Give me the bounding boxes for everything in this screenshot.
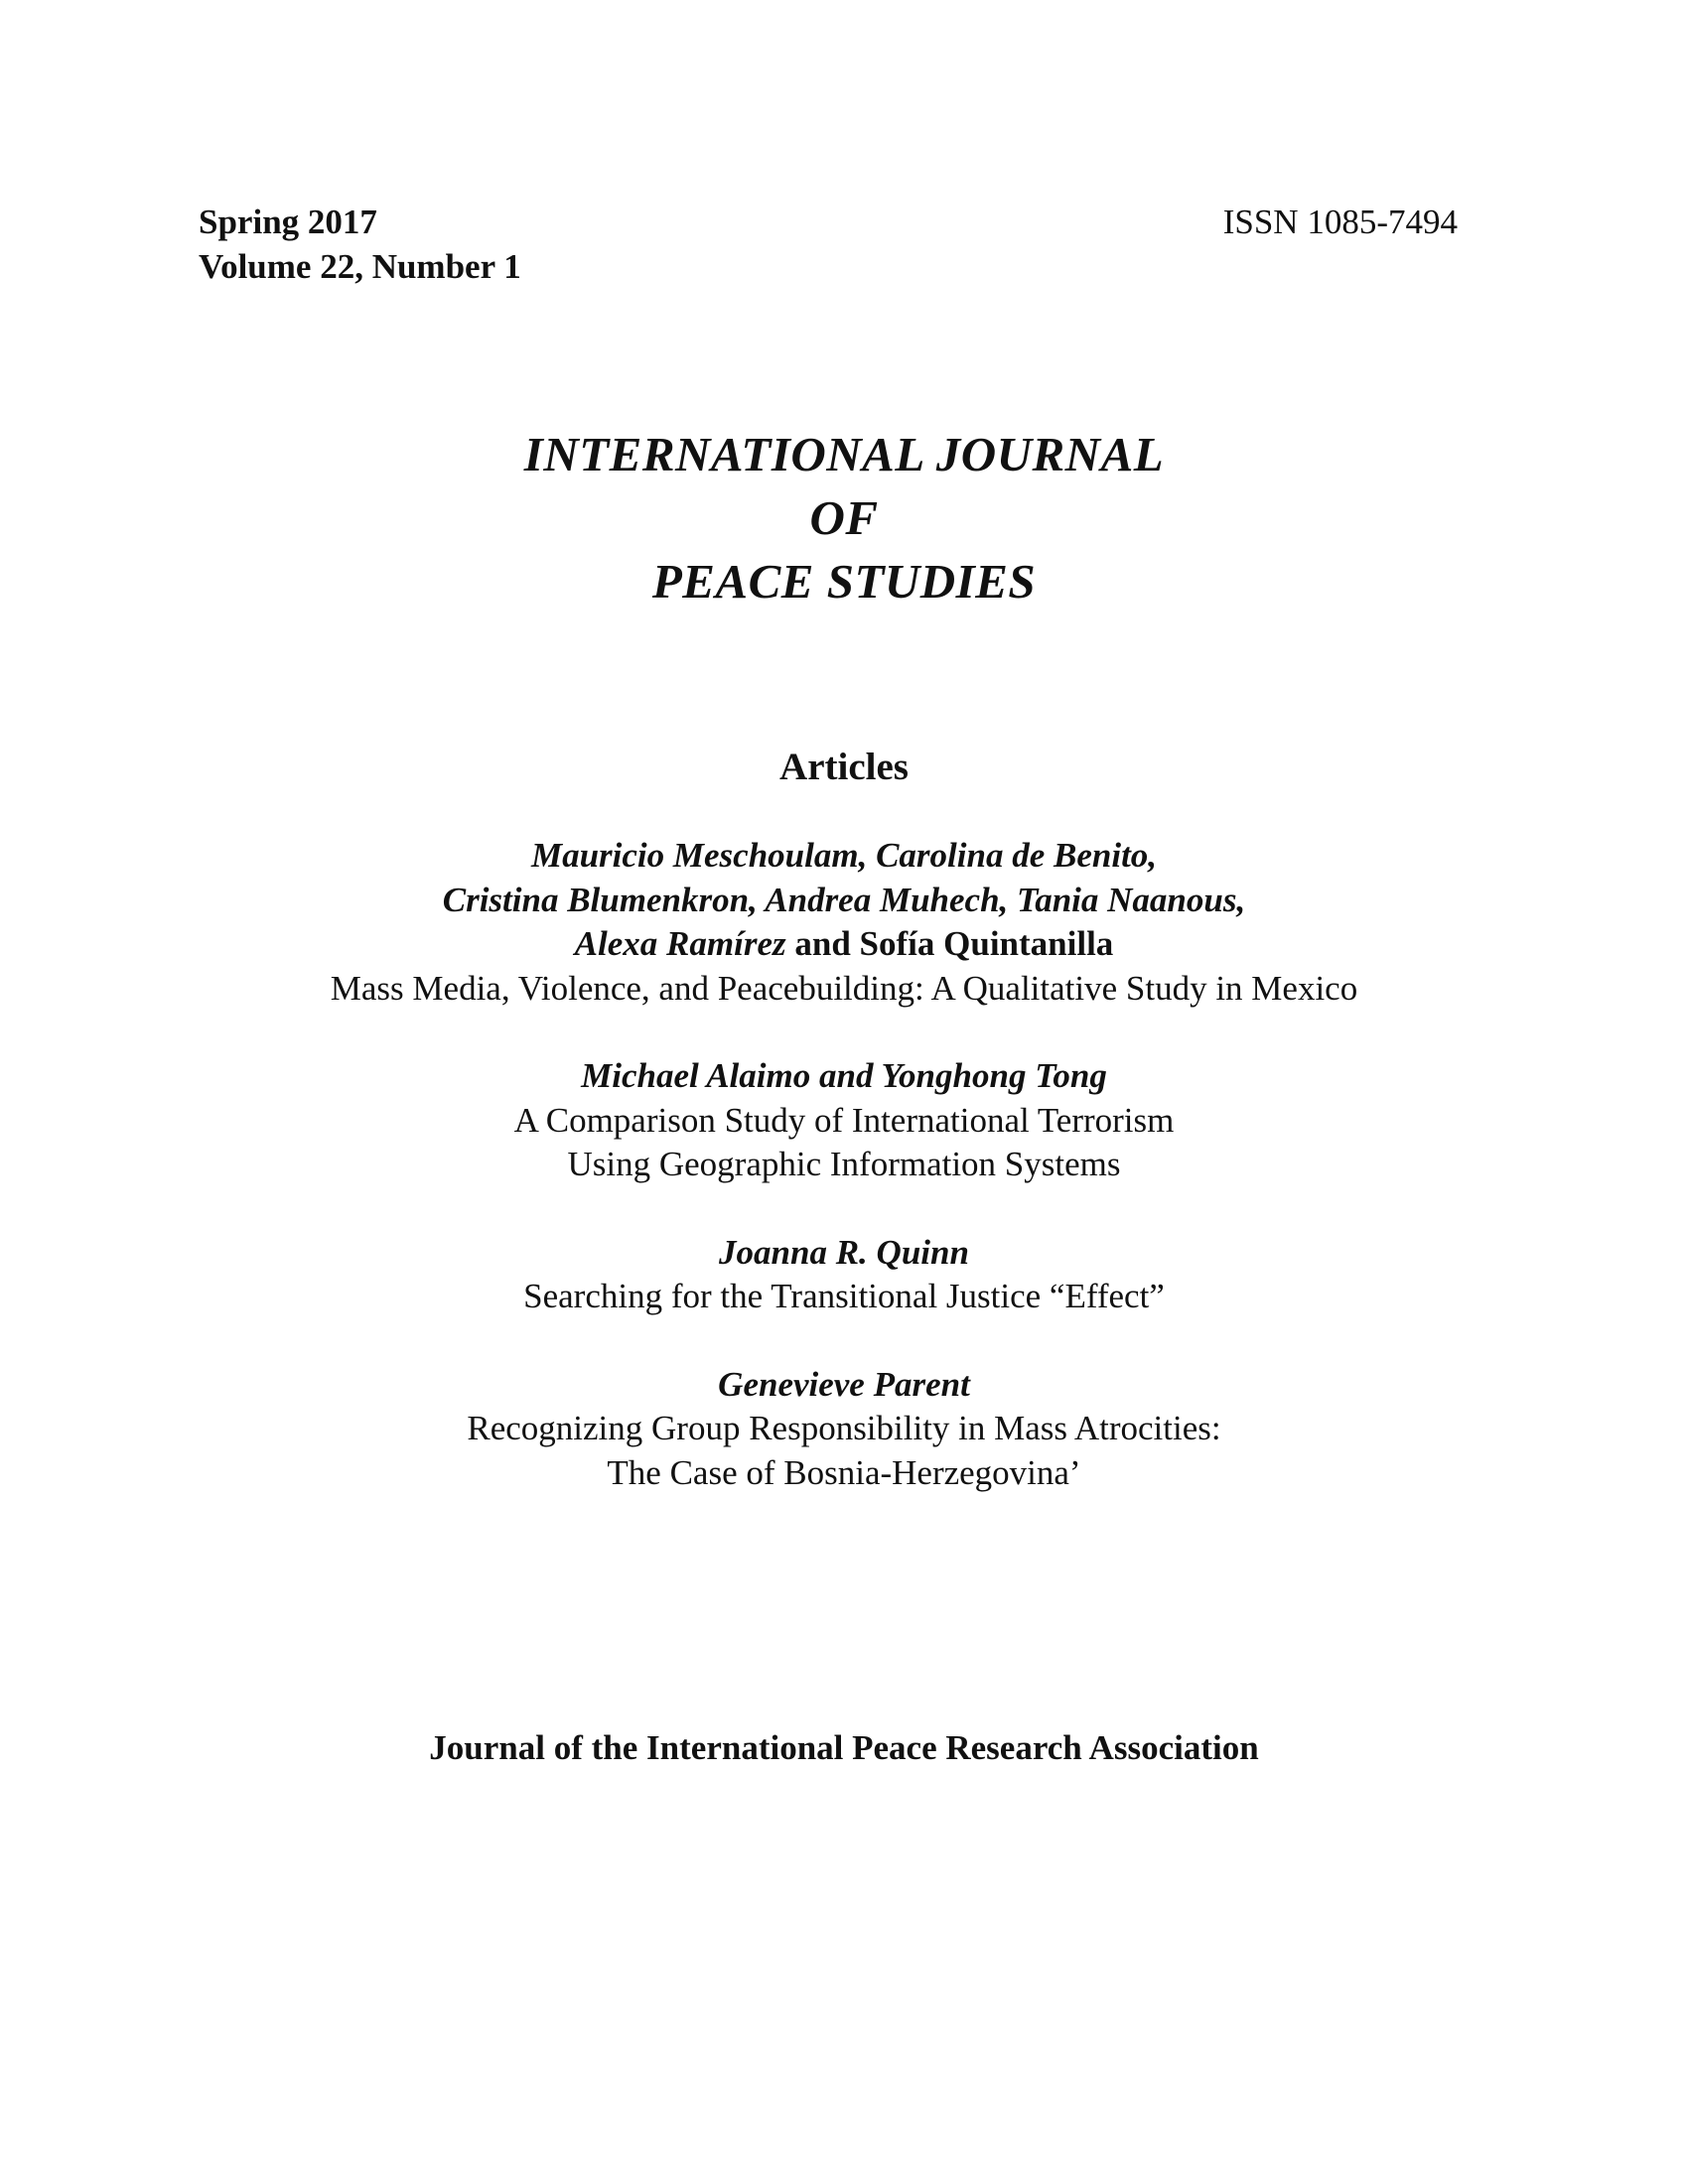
articles-heading: Articles xyxy=(779,746,909,788)
issn-label: ISSN 1085-7494 xyxy=(1222,203,1458,241)
article-entry-2 xyxy=(0,1054,1688,1187)
journal-title xyxy=(0,423,1688,614)
article-authors xyxy=(0,1231,1688,1276)
article-title xyxy=(0,967,1688,1012)
title-line-2: The Case of Bosnia-Herzegovina’ xyxy=(607,1452,1081,1492)
article-authors xyxy=(0,834,1688,967)
article-entry-4 xyxy=(0,1363,1688,1496)
authors-line-1: Genevieve Parent xyxy=(718,1364,970,1404)
author-name-italic: Alexa Ramírez xyxy=(574,924,786,963)
article-list xyxy=(0,834,1688,1539)
article-entry-3 xyxy=(0,1231,1688,1319)
authors-line-1: Michael Alaimo and Yonghong Tong xyxy=(581,1056,1107,1095)
article-entry-1 xyxy=(0,834,1688,1011)
article-title xyxy=(0,1407,1688,1495)
title-line-2: Using Geographic Information Systems xyxy=(567,1145,1121,1183)
title-line-1: Mass Media, Violence, and Peacebuilding: A Qualitative Study in Mexico xyxy=(330,968,1358,1008)
author-name-upright: and Sofía Quintanilla xyxy=(794,924,1114,963)
article-authors xyxy=(0,1054,1688,1099)
article-title xyxy=(0,1099,1688,1187)
title-line-1: Recognizing Group Responsibility in Mass Atrocities: xyxy=(467,1409,1221,1447)
journal-title-line-1: INTERNATIONAL JOURNAL xyxy=(523,427,1165,481)
issue-volume-number: Volume 22, Number 1 xyxy=(199,247,521,286)
authors-line-1: Joanna R. Quinn xyxy=(719,1232,969,1272)
article-title xyxy=(0,1275,1688,1319)
journal-publisher-line: Journal of the International Peace Research Association xyxy=(429,1728,1259,1767)
title-line-1: Searching for the Transitional Justice “Effect” xyxy=(523,1277,1165,1315)
authors-line-1: Mauricio Meschoulam, Carolina de Benito, xyxy=(530,836,1158,875)
issue-info xyxy=(199,200,521,289)
authors-line-2: Cristina Blumenkron, Andrea Muhech, Tania Naanous, xyxy=(442,880,1246,919)
article-authors xyxy=(0,1363,1688,1408)
authors-line-3 xyxy=(0,922,1688,967)
journal-title-line-3: PEACE STUDIES xyxy=(651,554,1037,609)
journal-title-line-2: OF xyxy=(809,490,879,545)
title-line-1: A Comparison Study of International Terrorism xyxy=(513,1100,1175,1140)
issue-season-year: Spring 2017 xyxy=(199,203,377,241)
